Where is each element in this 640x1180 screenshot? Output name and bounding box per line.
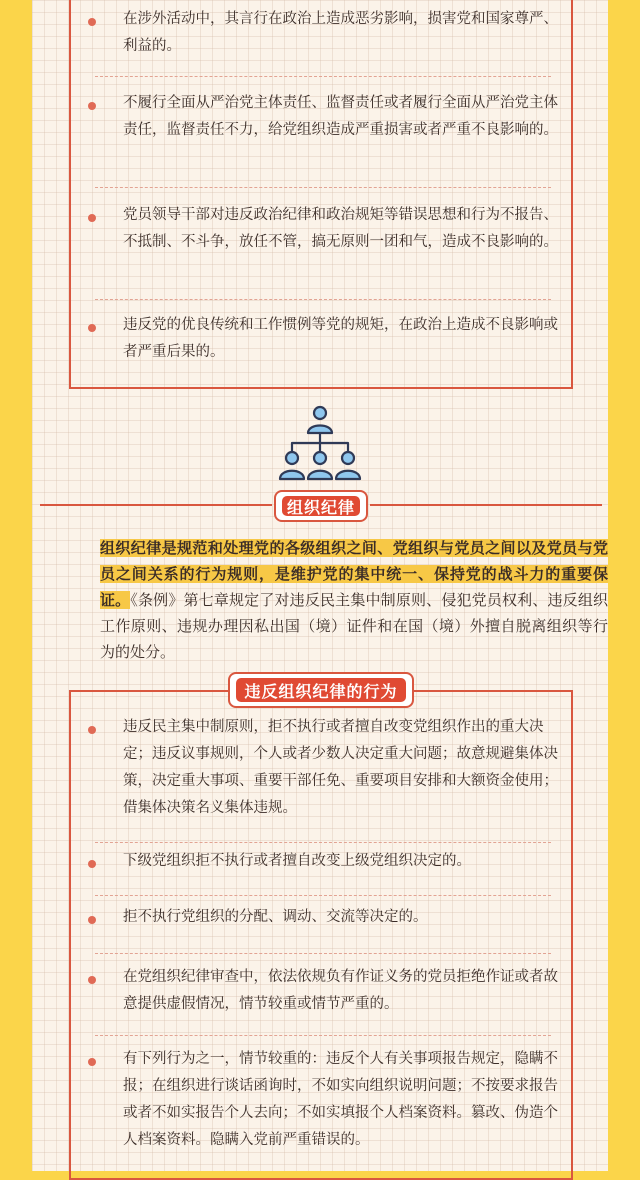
subsection-title: 违反组织纪律的行为 — [236, 678, 406, 702]
bullet-icon — [88, 1058, 96, 1066]
dashed-divider — [95, 842, 551, 843]
section-title: 组织纪律 — [282, 496, 360, 516]
subsection-title-tag — [228, 672, 414, 708]
intro-highlight: 组织纪律是规范和处理党的各级组织之间、党组织与党员之间以及党员与党员之间关系的行为规则，是维护党的集中统一、保持党的战斗力的重要保证。 — [100, 539, 608, 609]
intro-rest: 《条例》第七章规定了对违反民主集中制原则、侵犯党员权利、违反组织工作原则、违规办理因私出国（境）证件和在国（境）外擅自脱离组织等行为的处分。 — [100, 591, 608, 661]
bullet-icon — [88, 102, 96, 110]
heading-line-left — [40, 504, 272, 506]
page-background — [32, 0, 608, 1171]
list-item: 下级党组织拒不执行或者擅自改变上级党组织决定的。 — [123, 853, 471, 869]
list-item: 违反民主集中制原则，拒不执行或者擅自改变党组织作出的重大决定；违反议事规则，个人或者少数人决定重大问题；故意规避集体决策，决定重大事项、重要干部任免、重要项目安排和大额资金使用；借集体决策名义集体违规。 — [123, 719, 558, 816]
list-item: 不履行全面从严治党主体责任、监督责任或者履行全面从严治党主体责任，监督责任不力，给党组织造成严重损害或者严重不良影响的。 — [123, 95, 558, 138]
list-item: 有下列行为之一，情节较重的：违反个人有关事项报告规定，隐瞒不报；在组织进行谈话函询时，不如实向组织说明问题；不按要求报告或者不如实报告个人去向；不如实填报个人档案资料。篡改、伪造个人档案资料。隐瞒入党前严重错误的。 — [123, 1051, 558, 1148]
bullet-icon — [88, 324, 96, 332]
dashed-divider — [95, 76, 551, 77]
section-title-tag — [274, 490, 368, 522]
bullet-icon — [88, 726, 96, 734]
bullet-icon — [88, 860, 96, 868]
list-item: 拒不执行党组织的分配、调动、交流等决定的。 — [123, 909, 428, 925]
intro-paragraph — [100, 535, 608, 665]
list-item: 党员领导干部对违反政治纪律和政治规矩等错误思想和行为不报告、不抵制、不斗争，放任不管，搞无原则一团和气，造成不良影响的。 — [123, 207, 558, 250]
bullet-icon — [88, 916, 96, 924]
bullet-icon — [88, 214, 96, 222]
list-item: 在党组织纪律审查中，依法依规负有作证义务的党员拒绝作证或者故意提供虚假情况，情节较重或情节严重的。 — [123, 969, 558, 1012]
political-discipline-box — [69, 0, 573, 389]
dashed-divider — [95, 299, 551, 300]
bullet-icon — [88, 18, 96, 26]
dashed-divider — [95, 953, 551, 954]
list-item: 违反党的优良传统和工作惯例等党的规矩，在政治上造成不良影响或者严重后果的。 — [123, 317, 558, 360]
org-hierarchy-icon — [278, 403, 362, 483]
dashed-divider — [95, 1035, 551, 1036]
dashed-divider — [95, 187, 551, 188]
bullet-icon — [88, 976, 96, 984]
org-discipline-box — [69, 690, 573, 1180]
dashed-divider — [95, 895, 551, 896]
list-item: 在涉外活动中，其言行在政治上造成恶劣影响，损害党和国家尊严、利益的。 — [123, 11, 558, 54]
heading-line-right — [370, 504, 602, 506]
